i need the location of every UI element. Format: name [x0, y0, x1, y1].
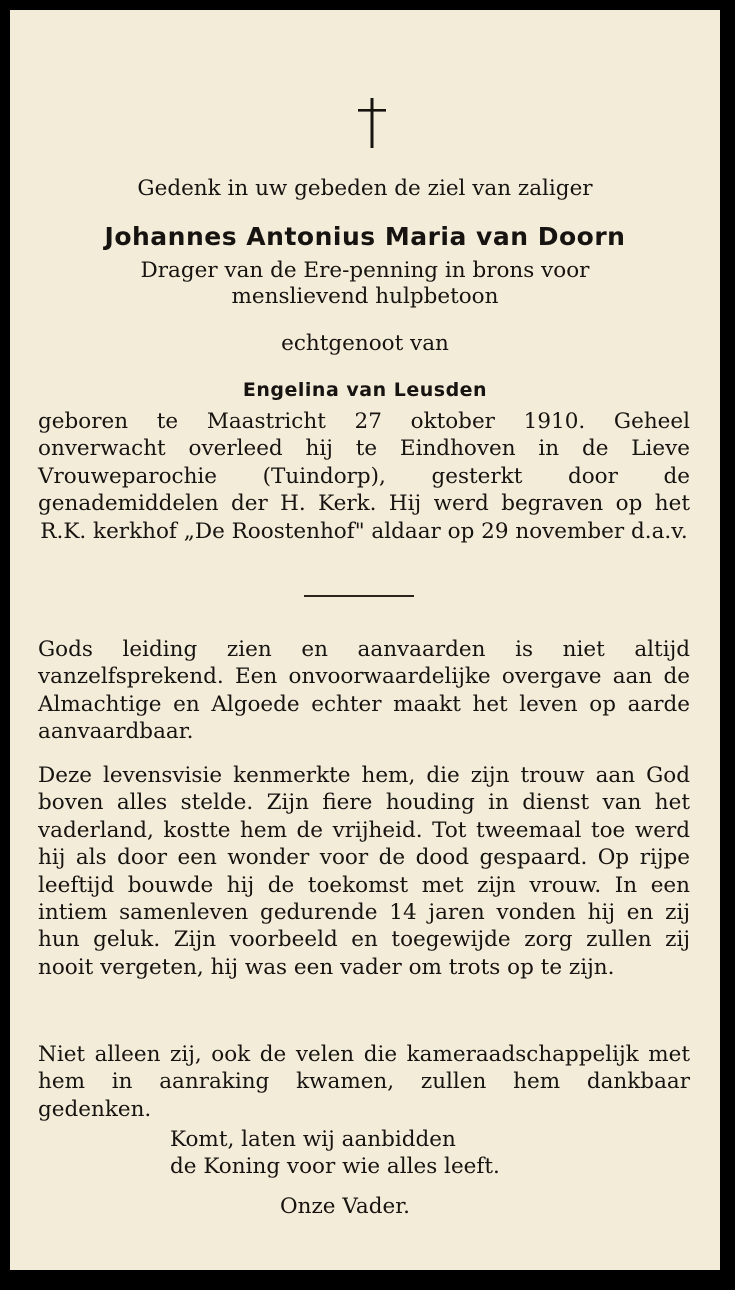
spouse-intro: echtgenoot van: [281, 331, 449, 356]
deceased-name: Johannes Antonius Maria van Doorn: [104, 222, 626, 251]
reflection-paragraph-2: Deze levensvisie kenmerkte hem, die zijn trouw aan God boven alles stelde. Zijn fiere houding in dienst van het vaderland, kostte hem de vrijheid. Tot tweemaal toe werd hij als door een wonder voor de dood gespaard. Op rijpe leeftijd bouwde hij de toekomst met zijn vrouw. In een intiem samenleven gedurende 14 jaren vonden hij en zij hun geluk. Zijn voorbeeld en toegewijde zorg zullen zij nooit vergeten, hij was een vader om trots op te zijn.: [38, 763, 690, 980]
intro-line: Gedenk in uw gebeden de ziel van zaliger: [137, 176, 593, 201]
divider: [304, 595, 414, 597]
closing-line-2: de Koning voor wie alles leeft.: [170, 1154, 500, 1179]
reflection-paragraph-3: Niet alleen zij, ook de velen die kameraadschappelijk met hem in aanraking kwamen, zullen hem dankbaar gedenken.: [38, 1042, 690, 1122]
spouse-name: Engelina van Leusden: [242, 379, 488, 401]
reflection-paragraph-1: Gods leiding zien en aanvaarden is niet altijd vanzelfsprekend. Een onvoorwaardelijke overgave aan de Almachtige en Algoede echter maakt het leven op aarde aanvaardbaar.: [38, 637, 690, 745]
closing-line-1: Komt, laten wij aanbidden: [170, 1127, 456, 1152]
biography-paragraph: geboren te Maastricht 27 oktober 1910. Geheel onverwacht overleed hij te Eindhoven in de Lieve Vrouweparochie (Tuindorp), gesterkt door de genademiddelen der H. Kerk. Hij werd begraven op het R.K. kerkhof „De Roostenhof" aldaar op 29 november d.a.v.: [38, 409, 690, 544]
honour-line-2: menslievend hulpbetoon: [231, 284, 499, 309]
cross-icon: [352, 98, 392, 148]
memorial-card: [10, 10, 720, 1270]
closing-prayer: Onze Vader.: [280, 1194, 410, 1219]
honour-line-1: Drager van de Ere-penning in brons voor: [140, 258, 590, 283]
